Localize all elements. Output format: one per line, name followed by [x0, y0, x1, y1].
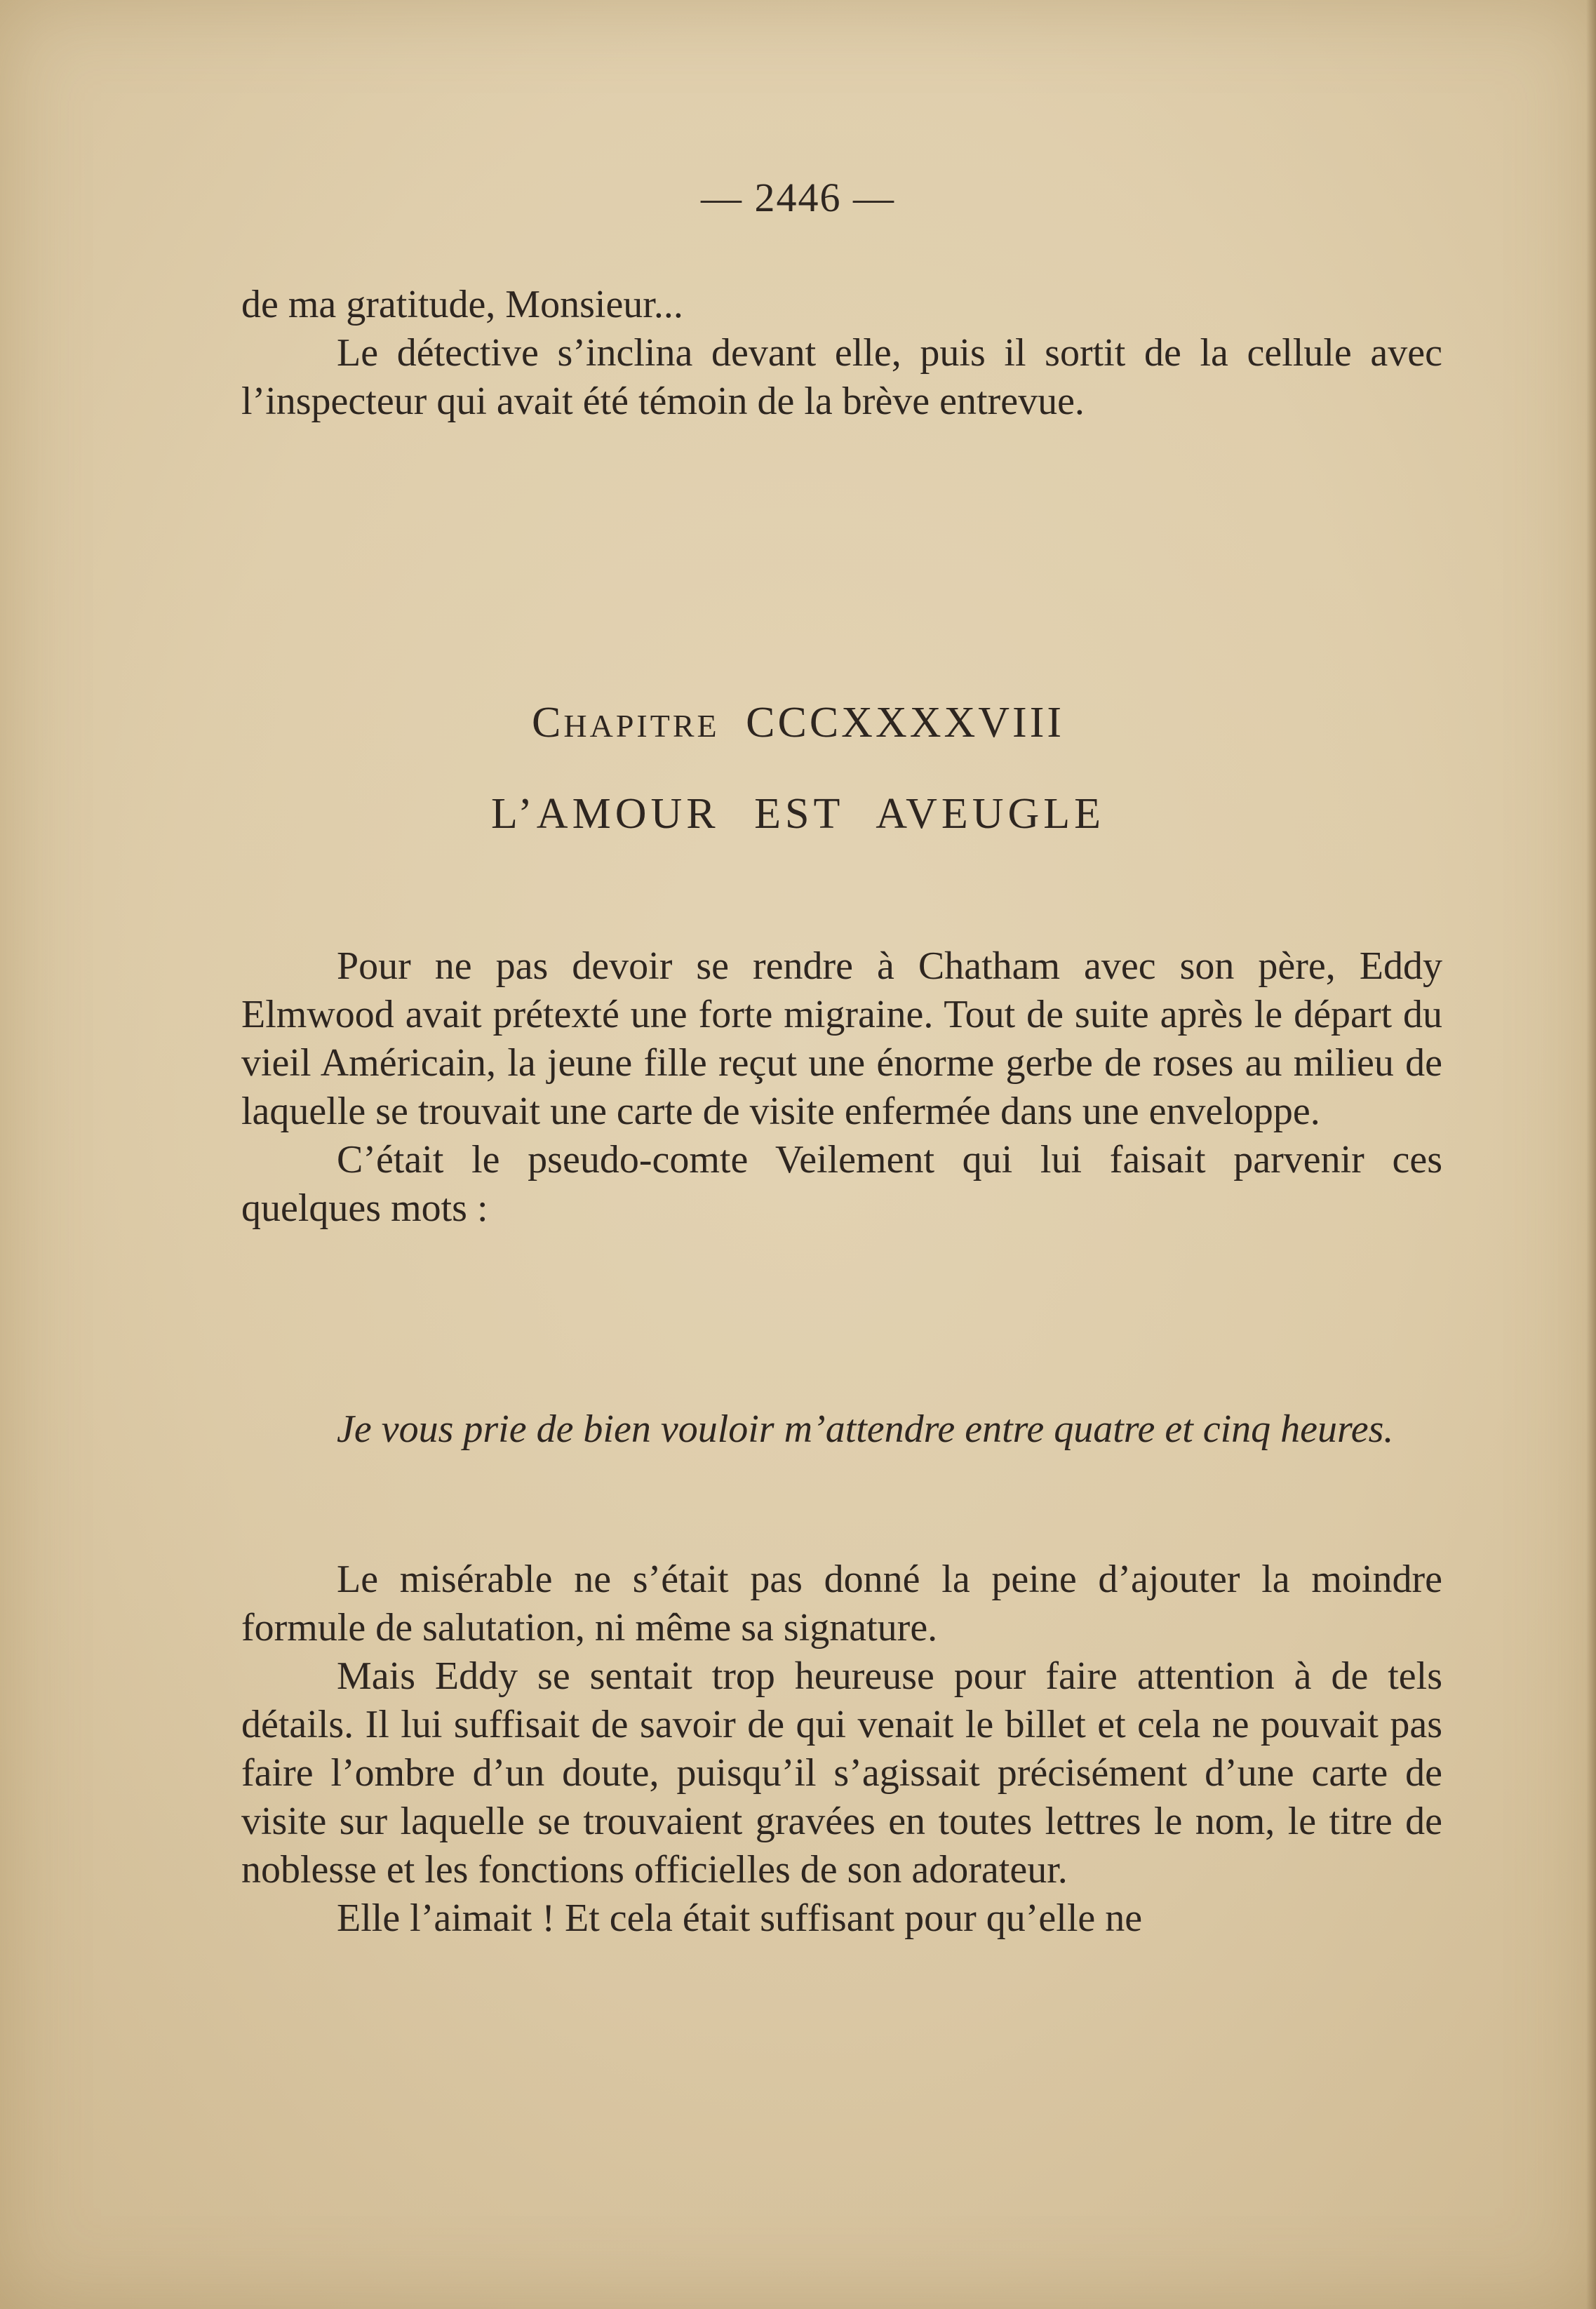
page-number: — 2446 — [701, 175, 895, 220]
paragraph-6: Elle l’aimait ! Et cela était suffisant pour qu’elle ne [337, 1896, 1143, 1940]
chapter-title: L’AMOUR EST AVEUGLE [490, 790, 1106, 838]
chapter-label-initial: C [532, 699, 564, 747]
body-text-b [241, 1555, 1442, 1943]
opening-text [241, 281, 1442, 426]
paragraph-2: C’était le pseudo-comte Veilement qui lui faisait parvenir ces quelques mots : [241, 1138, 1442, 1230]
paragraph-1: Pour ne pas devoir se rendre à Chatham avec son père, Eddy Elmwood avait prétexté une forte migraine. Tout de suite après le départ du vieil Américain, la jeune fille reçut une énorme gerbe de roses au milieu de laquelle se trouvait une carte de visite enfermée dans une enveloppe. [241, 944, 1442, 1133]
paragraph-3-italic: Je vous prie de bien vouloir m’attendre entre quatre et cinq heures. [337, 1407, 1394, 1451]
paragraph-5: Mais Eddy se sentait trop heureuse pour faire attention à de tels détails. Il lui suffisait de savoir de qui venait le billet et cela ne pouvait pas faire l’ombre d’un doute, puisqu’il s’agissait précisément d’une carte de visite sur laquelle se trouvaient gravées en toutes lettres le nom, le titre de noblesse et les fonctions officielles de son adorateur. [241, 1654, 1442, 1892]
opening-line-1: de ma gratitude, Monsieur... [241, 283, 683, 326]
chapter-numeral: CCCXXXXVIII [746, 699, 1064, 747]
chapter-heading [0, 698, 1596, 748]
quoted-message [241, 1405, 1442, 1454]
paragraph-4: Le misérable ne s’était pas donné la peine d’ajouter la moindre formule de salutation, ni même sa signature. [241, 1558, 1442, 1649]
opening-paragraph-2: Le détective s’inclina devant elle, puis il sortit de la cellule avec l’inspecteur qui avait été témoin de la brève entrevue. [241, 331, 1442, 423]
body-text-a [241, 942, 1442, 1233]
chapter-label-rest: HAPITRE [563, 708, 720, 744]
